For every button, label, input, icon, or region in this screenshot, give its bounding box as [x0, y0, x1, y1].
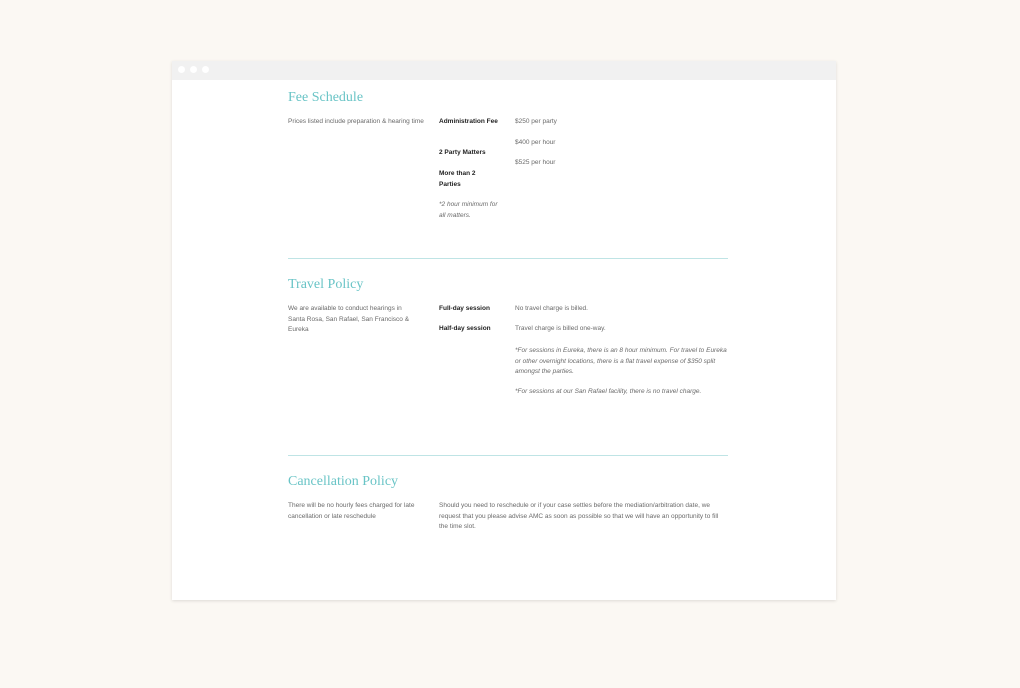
cancellation-policy-title: Cancellation Policy: [288, 474, 399, 489]
fee-item-label-2-party: 2 Party Matters: [439, 149, 486, 156]
fee-schedule-note: *2 hour minimum for all matters.: [439, 201, 498, 219]
fee-item-value-more-than-2: $525 per hour: [515, 159, 556, 166]
fee-item-value-administration: $250 per party: [515, 118, 557, 125]
travel-note-eureka: *For sessions in Eureka, there is an 8 hour minimum. For travel to Eureka or other overnight locations, there is a flat travel expense of $350 split amongst the parties.: [515, 347, 727, 375]
travel-item-label-full-day: Full-day session: [439, 305, 490, 312]
fee-item-label-more-than-2: More than 2 Parties: [439, 170, 476, 188]
cancellation-policy-details: Should you need to reschedule or if your case settles before the mediation/arbitration date, we request that you please advise AMC as soon as possible so that we will have an opportunity to fill the time slot.: [439, 502, 719, 530]
window-control-dot-icon[interactable]: [190, 66, 197, 73]
travel-policy-description: We are available to conduct hearings in Santa Rosa, San Rafael, San Francisco & Eureka: [288, 305, 410, 333]
travel-item-value-half-day: Travel charge is billed one-way.: [515, 325, 606, 332]
fee-schedule-title: Fee Schedule: [288, 90, 364, 105]
travel-item-value-full-day: No travel charge is billed.: [515, 305, 588, 312]
section-divider: [288, 258, 728, 259]
browser-window: [172, 61, 836, 600]
travel-item-label-half-day: Half-day session: [439, 325, 491, 332]
fee-schedule-description: Prices listed include preparation & hearing time: [288, 118, 424, 125]
window-control-dot-icon[interactable]: [178, 66, 185, 73]
travel-policy-title: Travel Policy: [288, 277, 364, 292]
fee-item-label-administration: Administration Fee: [439, 118, 498, 125]
fee-item-value-2-party: $400 per hour: [515, 139, 556, 146]
section-divider: [288, 455, 728, 456]
window-control-dot-icon[interactable]: [202, 66, 209, 73]
cancellation-policy-description: There will be no hourly fees charged for late cancellation or late reschedule: [288, 502, 415, 520]
travel-note-san-rafael: *For sessions at our San Rafael facility, there is no travel charge.: [515, 388, 702, 395]
window-titlebar: [172, 61, 836, 80]
